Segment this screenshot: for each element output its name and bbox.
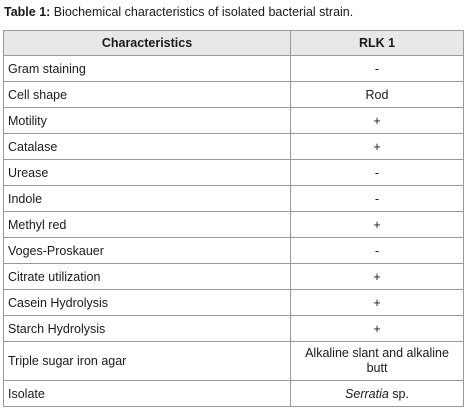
value-cell: - <box>291 238 464 264</box>
characteristic-cell: Starch Hydrolysis <box>4 316 291 342</box>
table-row <box>4 342 464 381</box>
characteristic-cell: Citrate utilization <box>4 264 291 290</box>
value-cell: - <box>291 160 464 186</box>
value-cell: Alkaline slant and alkaline butt <box>291 342 464 381</box>
table-row <box>4 134 464 160</box>
caption-text: Biochemical characteristics of isolated bacterial strain. <box>50 5 354 19</box>
value-cell: - <box>291 56 464 82</box>
value-cell: + <box>291 264 464 290</box>
genus-name: Serratia <box>345 386 389 401</box>
characteristic-cell: Motility <box>4 108 291 134</box>
value-cell <box>291 381 464 407</box>
characteristic-cell: Catalase <box>4 134 291 160</box>
characteristic-cell: Cell shape <box>4 82 291 108</box>
value-cell: + <box>291 316 464 342</box>
characteristic-cell: Indole <box>4 186 291 212</box>
table-row <box>4 381 464 407</box>
characteristic-cell: Voges-Proskauer <box>4 238 291 264</box>
value-cell: + <box>291 212 464 238</box>
species-abbrev: sp. <box>388 386 409 401</box>
column-header-rlk1: RLK 1 <box>291 31 464 56</box>
table-caption <box>4 4 353 20</box>
table-row <box>4 186 464 212</box>
table-row <box>4 82 464 108</box>
value-cell: + <box>291 108 464 134</box>
table-row <box>4 290 464 316</box>
value-cell: - <box>291 186 464 212</box>
table-row <box>4 264 464 290</box>
table-header-row <box>4 31 464 56</box>
value-cell: + <box>291 290 464 316</box>
characteristic-cell: Gram staining <box>4 56 291 82</box>
characteristic-cell: Casein Hydrolysis <box>4 290 291 316</box>
characteristics-table <box>3 30 464 407</box>
characteristic-cell: Urease <box>4 160 291 186</box>
table-row <box>4 160 464 186</box>
value-cell: + <box>291 134 464 160</box>
characteristic-cell: Methyl red <box>4 212 291 238</box>
value-cell: Rod <box>291 82 464 108</box>
table-row <box>4 238 464 264</box>
table-row <box>4 108 464 134</box>
characteristic-cell: Triple sugar iron agar <box>4 342 291 381</box>
characteristic-cell: Isolate <box>4 381 291 407</box>
table-row <box>4 56 464 82</box>
table-row <box>4 316 464 342</box>
table-row <box>4 212 464 238</box>
column-header-characteristics: Characteristics <box>4 31 291 56</box>
caption-label: Table 1: <box>4 5 51 19</box>
